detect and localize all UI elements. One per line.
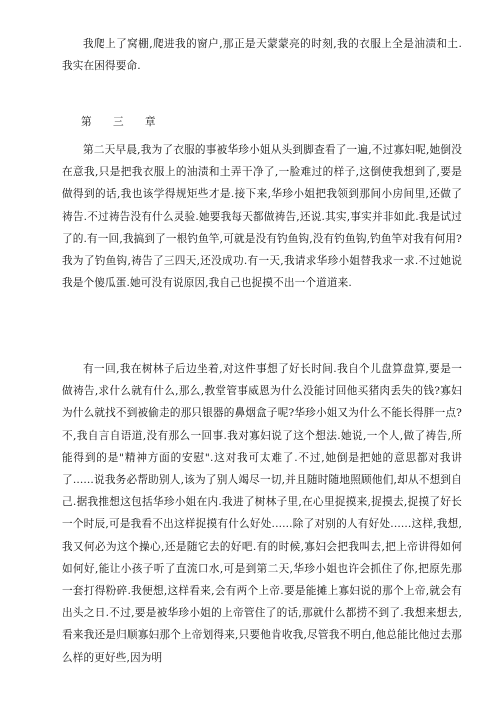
body-paragraph-1: 第二天早晨,我为了衣服的事被华珍小姐从头到脚查看了一遍,不过寡妇呢,她倒没在意我,只是把我衣服上的油渍和土弄干净了,一脸难过的样子,这倒使我想到了,要是做得到的话,我也该学得规矩些才是.接下来,华珍小姐把我领到那间小房间里,还做了祷告.不过祷告没有什么灵验.她要我每天都做祷告,还说.其实,事实并非如此.我是试过了的.有一回,我搞到了一根钓鱼竿,可就是没有钓鱼钩,没有钓鱼钩,钓鱼竿对我有何用?我为了钓鱼钩,祷告了三四天,还没成功.有一天,我请求华珍小姐替我求一求.不过她说我是个傻瓜蛋.她可没有说原因,我自己也捉摸不出一个道道来.: [62, 144, 462, 290]
chapter-heading: 第 三 章: [81, 116, 165, 128]
body-paragraph-2: 有一回,我在树林子后边坐着,对这件事想了好长时间.我自个儿盘算盘算,要是一做祷告,求什么就有什么,那么,教堂管事威恩为什么没能讨回他买猪肉丢失的钱?寡妇为什么就找不到被偷走的那只银器的鼻烟盒子呢?华珍小姐又为什么不能长得胖一点?不,我自言自语道,没有那么一回事.我对寡妇说了这个想法.她说,一个人,做了祷告,所能得到的是"精神方面的安慰".这对我可太难了.不过,她倒是把她的意思都对我讲了......说我务必帮助别人,该为了别人竭尽一切,并且随时随地照顾他们,却从不想到自己.据我推想这包括华珍小姐在内.我进了树林子里,在心里捉摸来,捉摸去,捉摸了好长一个时辰,可是我看不出这样捉摸有什么好处......除了对别的人有好处......这样,我想,我又何必为这个操心,还是随它去的好吧.有的时候,寡妇会把我叫去,把上帝讲得如何如何好,能让小孩子听了直流口水,可是到第二天,华珍小姐也许会抓住了你,把原先那一套打得粉碎.我便想,这样看来,会有两个上帝.要是能摊上寡妇说的那个上帝,就会有出头之日.不过,要是被华珍小姐的上帝管住了的话,那就什么都捞不到了.我想来想去,看来我还是归顺寡妇那个上帝划得来,只要他肯收我,尽管我不明白,他总能比他过去那么样的更好些,因为明: [62, 363, 462, 664]
intro-paragraph: 我爬上了窝棚,爬进我的窗户,那正是天蒙蒙亮的时刻,我的衣服上全是油渍和土.我实在困得要命.: [62, 38, 462, 73]
